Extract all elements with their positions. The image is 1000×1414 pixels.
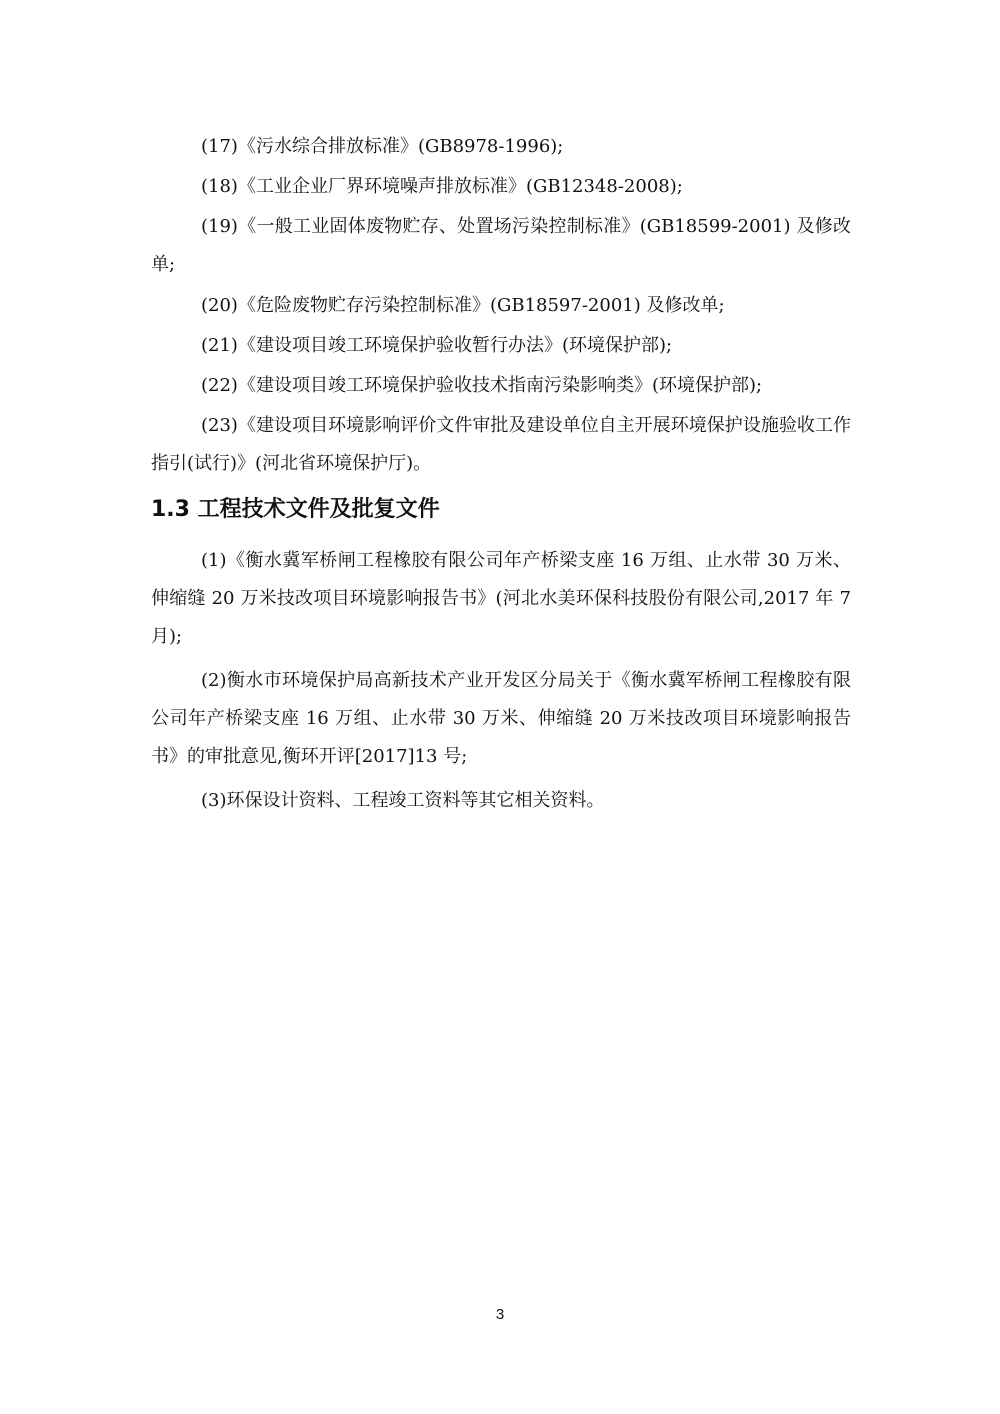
reference-item-20: (20)《危险废物贮存污染控制标准》(GB18597-2001) 及修改单; (201, 295, 725, 316)
reference-item-19: (19)《一般工业固体废物贮存、处置场污染控制标准》(GB18599-2001) 及修改单; (151, 216, 851, 275)
reference-item-22: (22)《建设项目竣工环境保护验收技术指南污染影响类》(环境保护部); (201, 375, 763, 396)
document-item-1: (1)《衡水冀军桥闸工程橡胶有限公司年产桥梁支座 16 万组、止水带 30 万米、伸缩缝 20 万米技改项目环境影响报告书》(河北水美环保科技股份有限公司,2017 年 7 月); (151, 550, 851, 647)
reference-item-17: (17)《污水综合排放标准》(GB8978-1996); (201, 136, 564, 157)
reference-item-18: (18)《工业企业厂界环境噪声排放标准》(GB12348-2008); (201, 176, 683, 197)
reference-item-21: (21)《建设项目竣工环境保护验收暂行办法》(环境保护部); (201, 335, 673, 356)
section-heading: 1.3 工程技术文件及批复文件 (151, 497, 440, 522)
document-item-2: (2)衡水市环境保护局高新技术产业开发区分局关于《衡水冀军桥闸工程橡胶有限公司年产桥梁支座 16 万组、止水带 30 万米、伸缩缝 20 万米技改项目环境影响报告书》的审批意见,衡环开评[2017]13 号; (151, 670, 851, 767)
document-item-3: (3)环保设计资料、工程竣工资料等其它相关资料。 (201, 790, 605, 811)
page-number: 3 (495, 1306, 505, 1323)
reference-item-23: (23)《建设项目环境影响评价文件审批及建设单位自主开展环境保护设施验收工作指引(试行)》(河北省环境保护厅)。 (151, 415, 851, 474)
